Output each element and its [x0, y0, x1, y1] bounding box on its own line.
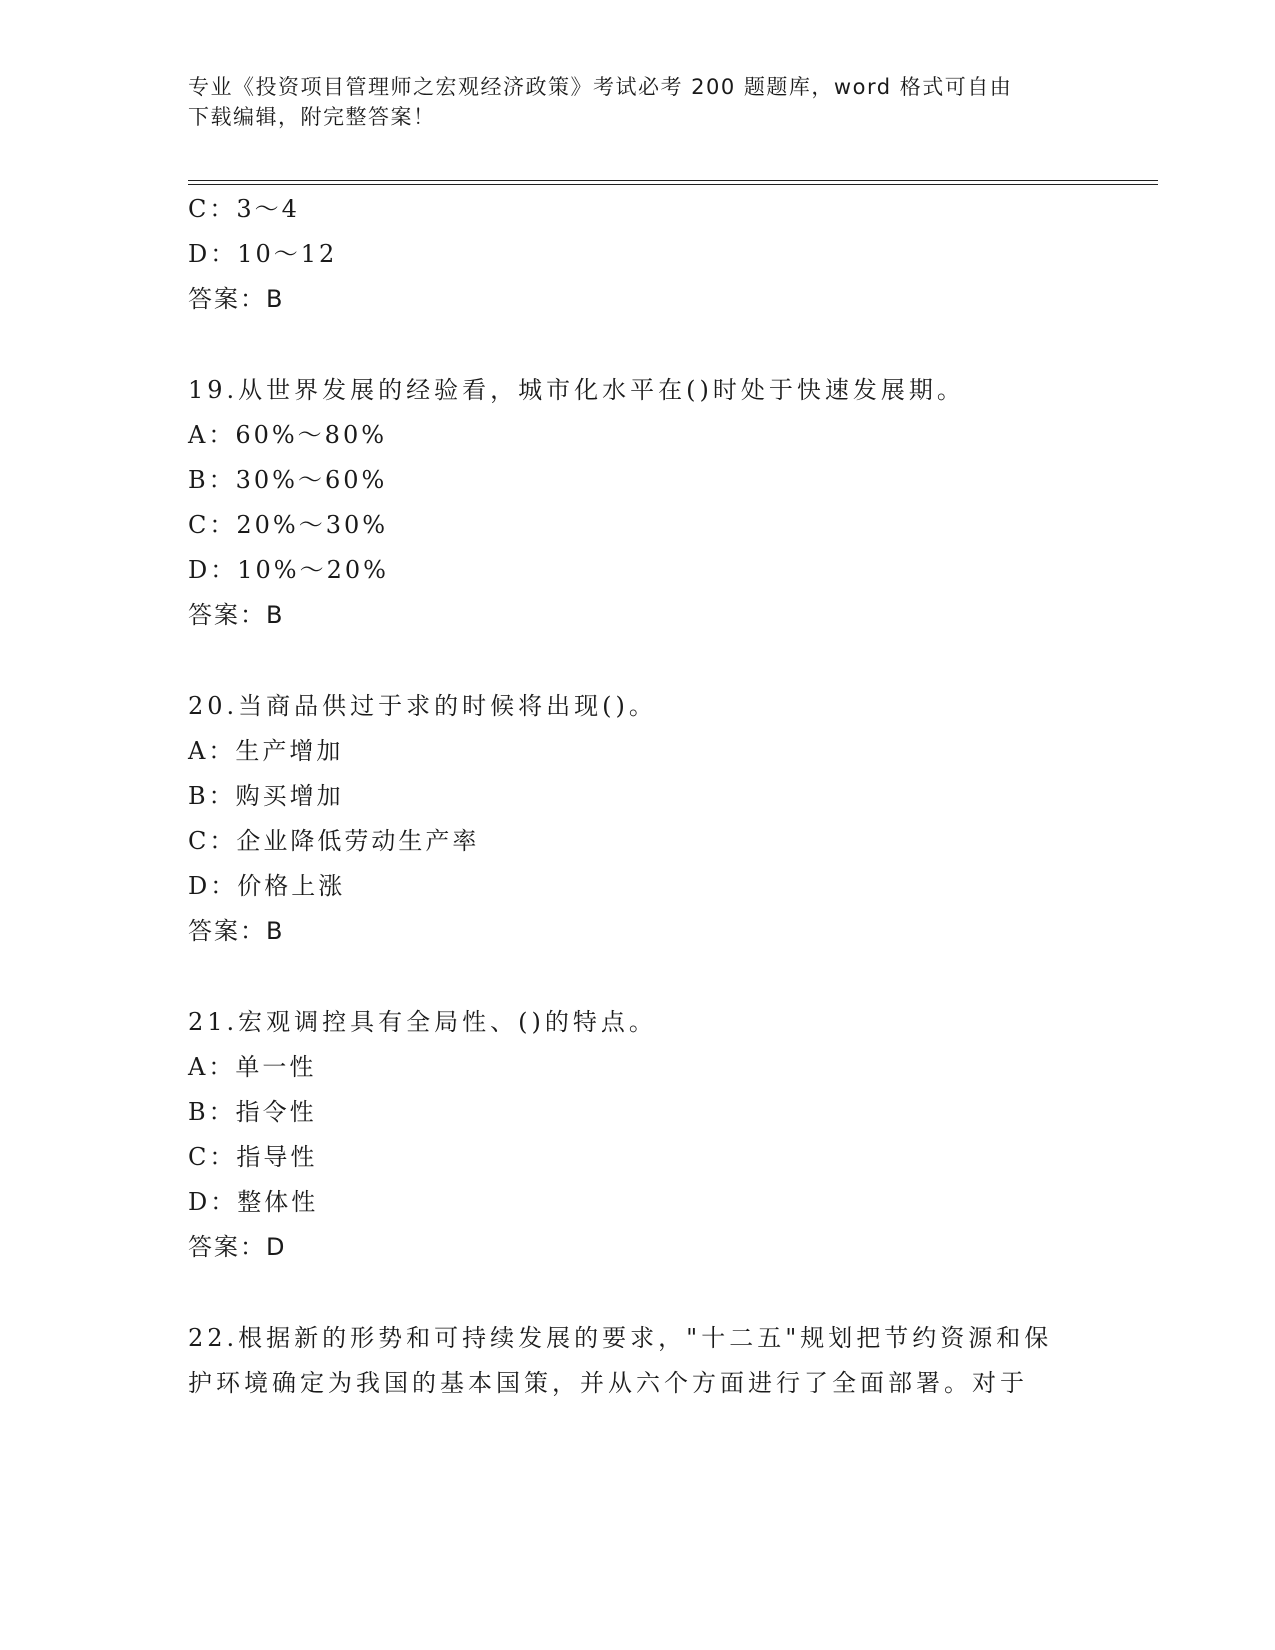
q22-question-line-1: 22.根据新的形势和可持续发展的要求，"十二五"规划把节约资源和保 — [188, 1324, 1053, 1352]
q19-answer: 答案：B — [188, 601, 285, 629]
q19-question: 19.从世界发展的经验看，城市化水平在()时处于快速发展期。 — [188, 376, 965, 404]
q19-option-c: C：20%～30% — [188, 511, 389, 539]
header-line-2: 下载编辑，附完整答案！ — [188, 105, 436, 129]
q20-option-c: C：企业降低劳动生产率 — [188, 827, 480, 855]
prev-answer: 答案：B — [188, 285, 285, 313]
q20-option-a: A：生产增加 — [188, 737, 344, 765]
q20-question: 20.当商品供过于求的时候将出现()。 — [188, 692, 657, 720]
q19-option-b: B：30%～60% — [188, 466, 388, 494]
q21-option-d: D：整体性 — [188, 1188, 319, 1216]
q19-option-a: A：60%～80% — [188, 421, 388, 449]
q20-option-d: D：价格上涨 — [188, 872, 346, 900]
q20-option-b: B：购买增加 — [188, 782, 344, 810]
header-divider-top — [188, 180, 1158, 181]
header-line-1: 专业《投资项目管理师之宏观经济政策》考试必考 200 题题库，word 格式可自由 — [188, 75, 1013, 99]
document-header — [188, 72, 1088, 132]
q21-answer: 答案：D — [188, 1233, 287, 1261]
q19-option-d: D：10%～20% — [188, 556, 389, 584]
q21-option-a: A：单一性 — [188, 1053, 317, 1081]
header-divider-bottom — [188, 184, 1158, 185]
prev-option-d: D：10～12 — [188, 240, 338, 268]
q21-option-c: C：指导性 — [188, 1143, 318, 1171]
q21-question: 21.宏观调控具有全局性、()的特点。 — [188, 1008, 657, 1036]
q21-option-b: B：指令性 — [188, 1098, 317, 1126]
q20-answer: 答案：B — [188, 917, 285, 945]
q22-question-line-2: 护环境确定为我国的基本国策，并从六个方面进行了全面部署。对于 — [188, 1369, 1028, 1397]
prev-option-c: C：3～4 — [188, 195, 300, 223]
